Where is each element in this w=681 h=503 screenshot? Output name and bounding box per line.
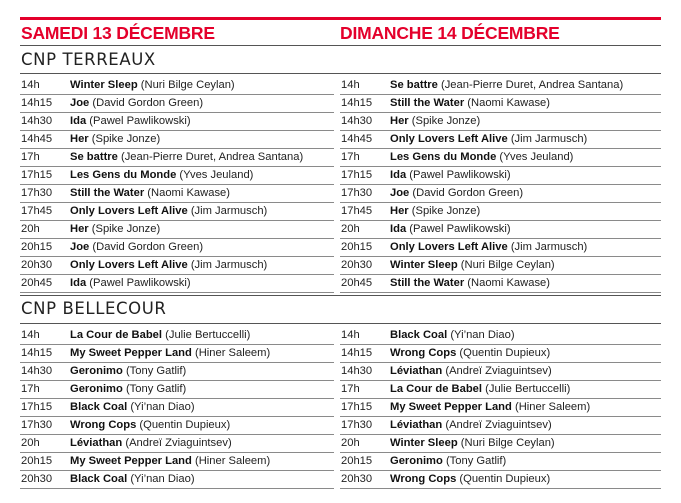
screening-row: [340, 274, 661, 293]
film-title: Still the Water: [70, 187, 145, 199]
screening-time: 17h30: [21, 187, 53, 199]
screening-row: [20, 184, 334, 203]
film-director: (Jean-Pierre Duret, Andrea Santana): [440, 79, 624, 91]
film-director: (Pawel Pawlikowski): [89, 277, 191, 289]
day-header-saturday: SAMEDI 13 DÉCEMBRE: [21, 23, 215, 43]
screening-row: [20, 452, 334, 471]
film-title: Winter Sleep: [390, 259, 458, 271]
screening-time: 20h15: [341, 241, 373, 253]
screening-film: [70, 398, 195, 416]
film-title: Ida: [70, 277, 87, 289]
screening-row: [340, 238, 661, 257]
screening-time: 14h30: [21, 365, 53, 377]
film-director: (David Gordon Green): [92, 241, 204, 253]
divider: [20, 73, 661, 74]
screening-time: 14h: [21, 79, 40, 91]
film-title: Only Lovers Left Alive: [70, 205, 188, 217]
screening-row: [340, 202, 661, 221]
screening-film: [390, 76, 623, 94]
screening-time: 17h: [341, 383, 360, 395]
screening-time: 14h30: [341, 365, 373, 377]
screening-time: 14h15: [341, 97, 373, 109]
screening-time: 20h: [21, 437, 40, 449]
film-title: Léviathan: [390, 419, 443, 431]
venue-title: CNP TERREAUX: [21, 50, 156, 69]
screening-time: 20h: [341, 223, 360, 235]
film-director: (Quentin Dupieux): [459, 347, 551, 359]
film-director: (Yi’nan Diao): [130, 401, 195, 413]
film-title: Only Lovers Left Alive: [70, 259, 188, 271]
film-title: Still the Water: [390, 277, 465, 289]
film-title: Ida: [70, 115, 87, 127]
screening-row: [340, 344, 661, 363]
screening-film: [70, 94, 203, 112]
screening-row: [340, 452, 661, 471]
screening-time: 14h45: [341, 133, 373, 145]
screening-time: 20h15: [21, 241, 53, 253]
screening-film: [390, 112, 480, 130]
film-director: (Andreï Zviaguintsev): [445, 365, 552, 377]
screening-film: [390, 166, 511, 184]
divider: [20, 295, 661, 296]
screening-film: [390, 274, 550, 292]
film-title: My Sweet Pepper Land: [390, 401, 512, 413]
film-director: (Spike Jonze): [411, 205, 481, 217]
film-title: Wrong Cops: [390, 347, 457, 359]
screening-time: 20h15: [21, 455, 53, 467]
screening-row: [20, 238, 334, 257]
screening-row: [20, 362, 334, 381]
screening-film: [390, 326, 515, 344]
film-title: La Cour de Babel: [70, 329, 163, 341]
screening-film: [70, 112, 191, 130]
screening-film: [70, 76, 235, 94]
film-director: (Julie Bertuccelli): [165, 329, 251, 341]
screening-time: 17h45: [21, 205, 53, 217]
film-director: (Yves Jeuland): [179, 169, 254, 181]
screening-film: [70, 184, 230, 202]
film-director: (Pawel Pawlikowski): [89, 115, 191, 127]
screening-time: 17h30: [21, 419, 53, 431]
screening-film: [390, 130, 587, 148]
screening-time: 20h15: [341, 455, 373, 467]
film-director: (Yves Jeuland): [499, 151, 574, 163]
screening-film: [390, 362, 552, 380]
screening-time: 20h30: [341, 259, 373, 271]
film-director: (Tony Gatlif): [445, 455, 507, 467]
film-director: (Pawel Pawlikowski): [409, 223, 511, 235]
screening-row: [20, 256, 334, 275]
screening-time: 20h30: [21, 473, 53, 485]
screening-row: [340, 434, 661, 453]
screening-row: [340, 380, 661, 399]
screening-film: [70, 202, 267, 220]
film-title: Black Coal: [390, 329, 448, 341]
screening-film: [390, 148, 573, 166]
film-title: My Sweet Pepper Land: [70, 347, 192, 359]
film-director: (Tony Gatlif): [125, 383, 187, 395]
screening-row: [340, 220, 661, 239]
screening-time: 14h15: [21, 347, 53, 359]
screening-row: [20, 202, 334, 221]
film-director: (Spike Jonze): [91, 223, 161, 235]
film-director: (Jim Jarmusch): [510, 241, 588, 253]
divider: [20, 323, 661, 324]
film-director: (Naomi Kawase): [467, 97, 550, 109]
screening-film: [70, 238, 203, 256]
screening-film: [70, 130, 160, 148]
screening-time: 20h30: [341, 473, 373, 485]
film-title: Les Gens du Monde: [70, 169, 177, 181]
film-title: Geronimo: [70, 365, 123, 377]
screening-time: 17h30: [341, 419, 373, 431]
film-director: (Jim Jarmusch): [190, 205, 268, 217]
screening-film: [70, 344, 270, 362]
film-director: (David Gordon Green): [412, 187, 524, 199]
film-director: (Andreï Zviaguintsev): [445, 419, 552, 431]
screening-time: 20h: [21, 223, 40, 235]
film-director: (Spike Jonze): [411, 115, 481, 127]
screening-row: [20, 112, 334, 131]
screening-time: 14h: [341, 329, 360, 341]
film-director: (Julie Bertuccelli): [485, 383, 571, 395]
film-director: (Hiner Saleem): [194, 347, 271, 359]
screening-time: 14h15: [21, 97, 53, 109]
screening-film: [70, 452, 270, 470]
film-director: (Jim Jarmusch): [190, 259, 268, 271]
screening-film: [390, 344, 550, 362]
screening-row: [340, 256, 661, 275]
screening-row: [340, 112, 661, 131]
screening-row: [20, 76, 334, 95]
film-title: Léviathan: [390, 365, 443, 377]
film-title: Her: [390, 205, 409, 217]
film-director: (Tony Gatlif): [125, 365, 187, 377]
screening-row: [20, 148, 334, 167]
screening-time: 17h30: [341, 187, 373, 199]
screening-row: [340, 470, 661, 489]
screening-row: [340, 398, 661, 417]
screening-row: [20, 94, 334, 113]
screening-time: 17h: [341, 151, 360, 163]
film-director: (Pawel Pawlikowski): [409, 169, 511, 181]
screening-time: 17h15: [341, 401, 373, 413]
film-title: Joe: [390, 187, 410, 199]
film-director: (Naomi Kawase): [147, 187, 230, 199]
screening-time: 17h15: [21, 401, 53, 413]
film-title: Geronimo: [70, 383, 123, 395]
screening-row: [340, 94, 661, 113]
screening-row: [20, 398, 334, 417]
film-title: My Sweet Pepper Land: [70, 455, 192, 467]
screening-film: [390, 416, 552, 434]
screening-time: 14h: [341, 79, 360, 91]
screening-row: [20, 416, 334, 435]
screening-row: [20, 166, 334, 185]
film-title: Les Gens du Monde: [390, 151, 497, 163]
film-title: Ida: [390, 169, 407, 181]
film-director: (Yi’nan Diao): [130, 473, 195, 485]
film-title: Wrong Cops: [70, 419, 137, 431]
film-director: (Quentin Dupieux): [459, 473, 551, 485]
venue-title: CNP BELLECOUR: [21, 299, 167, 318]
film-director: (Nuri Bilge Ceylan): [460, 259, 555, 271]
film-title: Wrong Cops: [390, 473, 457, 485]
screening-film: [70, 470, 195, 488]
film-title: Only Lovers Left Alive: [390, 241, 508, 253]
screening-row: [340, 166, 661, 185]
screening-film: [390, 238, 587, 256]
film-title: Se battre: [70, 151, 118, 163]
film-title: Her: [70, 133, 89, 145]
screening-film: [70, 274, 191, 292]
film-title: Geronimo: [390, 455, 443, 467]
screening-row: [340, 416, 661, 435]
screening-time: 17h45: [341, 205, 373, 217]
screening-row: [340, 76, 661, 95]
screening-time: 14h30: [341, 115, 373, 127]
film-title: Se battre: [390, 79, 438, 91]
divider: [20, 45, 661, 46]
screening-time: 17h15: [21, 169, 53, 181]
screening-film: [70, 416, 230, 434]
screening-row: [20, 434, 334, 453]
screening-row: [20, 274, 334, 293]
film-title: Her: [70, 223, 89, 235]
film-director: (Hiner Saleem): [514, 401, 591, 413]
screening-row: [340, 362, 661, 381]
screening-row: [340, 130, 661, 149]
screening-film: [70, 220, 160, 238]
screening-film: [390, 94, 550, 112]
film-director: (Spike Jonze): [91, 133, 161, 145]
screening-time: 20h: [341, 437, 360, 449]
screening-row: [20, 326, 334, 345]
film-director: (Jim Jarmusch): [510, 133, 588, 145]
screening-film: [390, 434, 555, 452]
screening-film: [70, 380, 186, 398]
film-director: (Yi’nan Diao): [450, 329, 515, 341]
screening-film: [390, 184, 523, 202]
screening-time: 17h15: [341, 169, 373, 181]
screening-time: 14h15: [341, 347, 373, 359]
screening-time: 14h: [21, 329, 40, 341]
screening-time: 14h30: [21, 115, 53, 127]
screening-film: [390, 256, 555, 274]
film-director: (Jean-Pierre Duret, Andrea Santana): [120, 151, 304, 163]
film-title: Winter Sleep: [390, 437, 458, 449]
film-title: La Cour de Babel: [390, 383, 483, 395]
film-title: Still the Water: [390, 97, 465, 109]
film-title: Black Coal: [70, 401, 128, 413]
day-header-sunday: DIMANCHE 14 DÉCEMBRE: [340, 23, 560, 43]
film-title: Black Coal: [70, 473, 128, 485]
film-title: Winter Sleep: [70, 79, 138, 91]
film-director: (David Gordon Green): [92, 97, 204, 109]
screening-time: 17h: [21, 383, 40, 395]
screening-row: [340, 184, 661, 203]
screening-film: [70, 256, 267, 274]
film-director: (Nuri Bilge Ceylan): [140, 79, 235, 91]
film-director: (Andreï Zviaguintsev): [125, 437, 232, 449]
screening-time: 17h: [21, 151, 40, 163]
screening-row: [340, 148, 661, 167]
screening-film: [390, 202, 480, 220]
screening-film: [390, 470, 550, 488]
film-title: Her: [390, 115, 409, 127]
film-director: (Quentin Dupieux): [139, 419, 231, 431]
screening-film: [70, 434, 232, 452]
screening-film: [70, 148, 303, 166]
screening-time: 20h45: [341, 277, 373, 289]
film-title: Only Lovers Left Alive: [390, 133, 508, 145]
film-title: Léviathan: [70, 437, 123, 449]
screening-film: [390, 398, 590, 416]
screening-film: [390, 220, 511, 238]
screening-row: [20, 220, 334, 239]
film-title: Joe: [70, 97, 90, 109]
screening-film: [70, 326, 250, 344]
screening-film: [390, 380, 570, 398]
film-title: Joe: [70, 241, 90, 253]
film-director: (Naomi Kawase): [467, 277, 550, 289]
screening-film: [390, 452, 506, 470]
screening-film: [70, 362, 186, 380]
screening-time: 14h45: [21, 133, 53, 145]
film-title: Ida: [390, 223, 407, 235]
top-accent-rule: [20, 17, 661, 20]
screening-row: [20, 470, 334, 489]
screening-time: 20h30: [21, 259, 53, 271]
screening-row: [20, 380, 334, 399]
screening-film: [70, 166, 253, 184]
screening-row: [340, 326, 661, 345]
screening-row: [20, 344, 334, 363]
film-director: (Nuri Bilge Ceylan): [460, 437, 555, 449]
film-director: (Hiner Saleem): [194, 455, 271, 467]
screening-time: 20h45: [21, 277, 53, 289]
screening-row: [20, 130, 334, 149]
